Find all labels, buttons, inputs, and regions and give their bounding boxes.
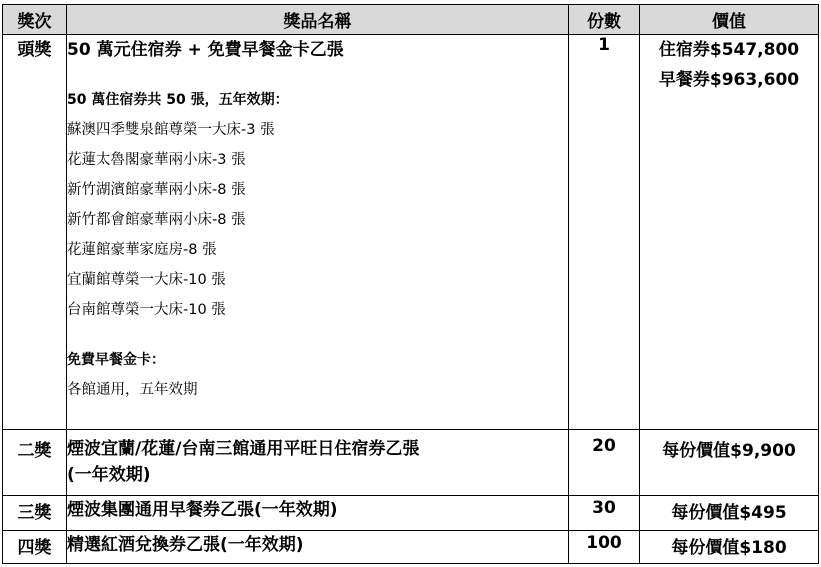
table-row-third-prize [3,496,819,530]
stay-voucher-heading: 50 萬住宿券共 50 張，五年效期： [67,92,289,108]
stay-item: 台南館尊榮一大床-10 張 [67,302,226,318]
second-prize-rank: 二獎 [3,429,67,496]
second-prize-name-cell [67,429,569,496]
table-row-second-prize [3,429,819,496]
header-row [3,5,819,35]
first-prize-value-cell [640,35,819,430]
header-value: 價值 [640,5,819,35]
second-prize-qty: 20 [569,429,640,496]
table-row-fourth-prize [3,530,819,563]
table-row-first-prize [3,35,819,430]
fourth-prize-name: 精選紅酒兌換券乙張(一年效期) [67,530,569,563]
breakfast-card-heading: 免費早餐金卡： [67,352,165,368]
prize-table [2,4,819,564]
fourth-prize-rank: 四獎 [3,530,67,563]
first-prize-title: 50 萬元住宿券 + 免費早餐金卡乙張 [67,40,344,60]
fourth-prize-qty: 100 [569,530,640,563]
breakfast-card-item: 各館通用，五年效期 [67,382,198,398]
stay-item: 新竹湖濱館豪華兩小床-8 張 [67,182,246,198]
third-prize-value: 每份價值$495 [640,496,819,530]
fourth-prize-value: 每份價值$180 [640,530,819,563]
second-prize-name-line: 煙波宜蘭/花蓮/台南三館通用平旺日住宿券乙張 [67,438,420,459]
stay-item: 花蓮太魯閣豪華兩小床-3 張 [67,152,246,168]
third-prize-qty: 30 [569,496,640,530]
second-prize-name-line: (一年效期) [67,464,151,485]
header-rank: 獎次 [3,5,67,35]
stay-voucher-value: 住宿券$547,800 [658,40,800,60]
first-prize-rank: 頭獎 [3,35,67,430]
stay-item: 宜蘭館尊榮一大床-10 張 [67,272,226,288]
first-prize-name-cell [67,35,569,430]
breakfast-voucher-value: 早餐券$963,600 [658,70,800,90]
stay-item: 蘇澳四季雙泉館尊榮一大床-3 張 [67,122,275,138]
header-qty: 份數 [569,5,640,35]
third-prize-rank: 三獎 [3,496,67,530]
header-name: 獎品名稱 [67,5,569,35]
third-prize-name: 煙波集團通用早餐券乙張(一年效期) [67,496,569,530]
second-prize-value: 每份價值$9,900 [640,429,819,496]
first-prize-qty: 1 [569,35,640,430]
stay-item: 新竹都會館豪華兩小床-8 張 [67,212,246,228]
stay-item: 花蓮館豪華家庭房-8 張 [67,242,217,258]
